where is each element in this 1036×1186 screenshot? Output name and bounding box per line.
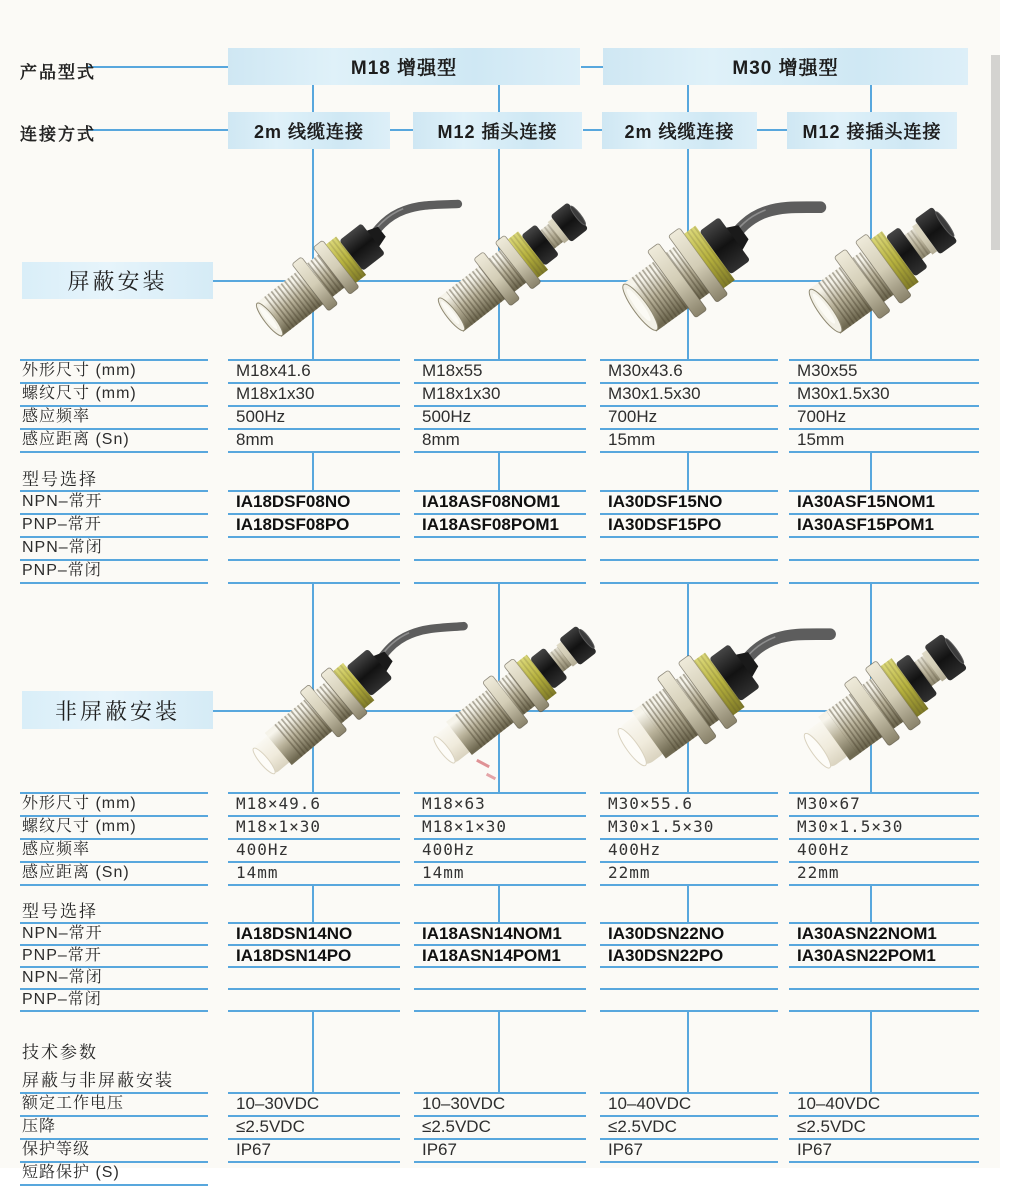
- spec-value: 400Hz: [600, 840, 778, 863]
- model-number: [789, 561, 979, 584]
- spec-col-m30-cable: [600, 792, 778, 886]
- spec-value: M18×1×30: [414, 817, 586, 840]
- spec-value: 700Hz: [789, 407, 979, 430]
- column-connector-line: [870, 582, 872, 793]
- tech-value: ≤2.5VDC: [600, 1117, 778, 1140]
- tech-row-label: 压降: [20, 1117, 208, 1140]
- connector-line: [757, 129, 787, 131]
- column-connector-line: [312, 85, 314, 113]
- connection-type-label: 连接方式: [20, 125, 96, 144]
- model-number: IA18ASN14NOM1: [414, 924, 586, 946]
- spec-label: 感应距离 (Sn): [20, 430, 208, 453]
- model-col-m18-plug: [414, 922, 586, 1012]
- spec-value: M30×55.6: [600, 794, 778, 817]
- column-connector-line: [687, 1010, 689, 1094]
- spec-value: 700Hz: [600, 407, 778, 430]
- spec-value: 8mm: [228, 430, 400, 453]
- model-number: IA18DSF08PO: [228, 515, 400, 538]
- spec-col-m30-plug: [789, 359, 979, 453]
- tech-params-subtitle: 屏蔽与非屏蔽安装: [22, 1071, 174, 1090]
- section-title-shielded: 屏蔽安装: [22, 262, 213, 299]
- model-select-title-shielded: 型号选择: [22, 470, 98, 489]
- spec-col-m30-plug: [789, 792, 979, 886]
- spec-value: M30x1.5x30: [789, 384, 979, 407]
- connection-box-2: M12 插头连接: [413, 112, 582, 149]
- tech-row-label: 保护等级: [20, 1140, 208, 1163]
- column-connector-line: [498, 451, 500, 492]
- column-connector-line: [312, 1010, 314, 1094]
- model-number: [414, 968, 586, 990]
- model-row-label: NPN–常开: [20, 924, 208, 946]
- tech-col-m18-plug: [414, 1092, 586, 1163]
- model-row-label: PNP–常开: [20, 946, 208, 968]
- model-col-m30-cable: [600, 490, 778, 584]
- spec-value: 400Hz: [789, 840, 979, 863]
- connection-box-1: 2m 线缆连接: [228, 112, 390, 149]
- tech-value: ≤2.5VDC: [414, 1117, 586, 1140]
- model-number: [600, 968, 778, 990]
- column-connector-line: [312, 884, 314, 924]
- sensor-photo-m30-cable-shielded: [574, 170, 854, 380]
- spec-value: 500Hz: [414, 407, 586, 430]
- spec-label: 感应距离 (Sn): [20, 863, 208, 886]
- model-number: [789, 968, 979, 990]
- spec-value: M18x55: [414, 361, 586, 384]
- model-number: [789, 990, 979, 1012]
- spec-value: M30x55: [789, 361, 979, 384]
- column-connector-line: [687, 149, 689, 360]
- spec-value: 22mm: [789, 863, 979, 886]
- spec-value: 8mm: [414, 430, 586, 453]
- model-row-label: PNP–常闭: [20, 561, 208, 584]
- tech-value: 10–40VDC: [600, 1094, 778, 1117]
- spec-label: 感应频率: [20, 840, 208, 863]
- section-title-unshielded: 非屏蔽安装: [22, 691, 213, 729]
- model-col-m30-cable: [600, 922, 778, 1012]
- spec-value: 14mm: [414, 863, 586, 886]
- connection-box-4: M12 接插头连接: [787, 112, 957, 149]
- tech-row-label: 额定工作电压: [20, 1094, 208, 1117]
- model-number: [228, 968, 400, 990]
- model-labels-col: [20, 922, 208, 1012]
- spec-value: M30×1.5×30: [789, 817, 979, 840]
- sensor-photo-m18-plug-unshielded: [386, 602, 666, 812]
- spec-labels-col: [20, 792, 208, 886]
- model-number: [600, 990, 778, 1012]
- sensor-photo-m30-plug-unshielded: [756, 610, 1036, 820]
- spec-col-m18-plug: [414, 359, 586, 453]
- spec-value: 500Hz: [228, 407, 400, 430]
- column-connector-line: [498, 85, 500, 113]
- model-row-label: PNP–常开: [20, 515, 208, 538]
- tech-col-m18-cable: [228, 1092, 400, 1163]
- column-connector-line: [498, 884, 500, 924]
- tech-value: IP67: [789, 1140, 979, 1163]
- spec-label: 感应频率: [20, 407, 208, 430]
- column-connector-line: [687, 85, 689, 113]
- model-number: IA18ASN14POM1: [414, 946, 586, 968]
- tech-value: IP67: [600, 1140, 778, 1163]
- column-connector-line: [312, 149, 314, 360]
- model-number: [600, 561, 778, 584]
- spec-labels-col: [20, 359, 208, 453]
- model-number: [414, 561, 586, 584]
- model-number: [789, 538, 979, 561]
- column-connector-line: [870, 884, 872, 924]
- spec-col-m30-cable: [600, 359, 778, 453]
- tech-row-label: 短路保护 (S): [20, 1163, 208, 1186]
- column-connector-line: [870, 451, 872, 492]
- column-connector-line: [498, 582, 500, 793]
- model-number: [228, 990, 400, 1012]
- column-connector-line: [870, 1010, 872, 1094]
- spec-value: 400Hz: [228, 840, 400, 863]
- model-number: IA18DSF08NO: [228, 492, 400, 515]
- connection-box-3: 2m 线缆连接: [602, 112, 757, 149]
- tech-value: ≤2.5VDC: [789, 1117, 979, 1140]
- model-number: IA30DSN22NO: [600, 924, 778, 946]
- spec-label: 螺纹尺寸 (mm): [20, 384, 208, 407]
- spec-value: M30×67: [789, 794, 979, 817]
- model-row-label: NPN–常开: [20, 492, 208, 515]
- spec-col-m18-cable: [228, 792, 400, 886]
- model-number: [414, 538, 586, 561]
- scan-mark: [476, 759, 490, 768]
- model-col-m18-cable: [228, 490, 400, 584]
- model-number: IA30ASN22POM1: [789, 946, 979, 968]
- tech-value: ≤2.5VDC: [228, 1117, 400, 1140]
- connector-line: [583, 129, 602, 131]
- column-connector-line: [498, 149, 500, 360]
- spec-col-m18-cable: [228, 359, 400, 453]
- column-connector-line: [687, 884, 689, 924]
- model-number: [228, 561, 400, 584]
- tech-value: IP67: [228, 1140, 400, 1163]
- column-connector-line: [687, 582, 689, 793]
- model-number: IA30DSF15PO: [600, 515, 778, 538]
- tech-labels-col: [20, 1092, 208, 1186]
- column-connector-line: [498, 1010, 500, 1094]
- model-col-m18-plug: [414, 490, 586, 584]
- column-connector-line: [312, 451, 314, 492]
- model-number: [228, 538, 400, 561]
- column-connector-line: [870, 85, 872, 113]
- spec-value: M18×1×30: [228, 817, 400, 840]
- tech-value: 10–30VDC: [414, 1094, 586, 1117]
- tech-value: 10–40VDC: [789, 1094, 979, 1117]
- model-number: [600, 538, 778, 561]
- series-box-m30: M30 增强型: [603, 48, 968, 85]
- spec-value: 15mm: [600, 430, 778, 453]
- model-number: IA30DSF15NO: [600, 492, 778, 515]
- tech-value: 10–30VDC: [228, 1094, 400, 1117]
- spec-label: 外形尺寸 (mm): [20, 794, 208, 817]
- spec-value: M30x1.5x30: [600, 384, 778, 407]
- product-type-label: 产品型式: [20, 63, 96, 82]
- spec-value: M30×1.5×30: [600, 817, 778, 840]
- model-number: [414, 990, 586, 1012]
- model-select-title-unshielded: 型号选择: [22, 902, 98, 921]
- sensor-photo-m18-plug-shielded: [386, 172, 666, 382]
- sensor-photo-m30-cable-unshielded: [574, 604, 854, 814]
- model-col-m18-cable: [228, 922, 400, 1012]
- sensor-photo-m18-cable-unshielded: [208, 608, 488, 818]
- column-connector-line: [870, 149, 872, 360]
- spec-label: 外形尺寸 (mm): [20, 361, 208, 384]
- spec-label: 螺纹尺寸 (mm): [20, 817, 208, 840]
- model-number: IA18DSN14PO: [228, 946, 400, 968]
- sensor-photo-m18-cable-shielded: [208, 174, 488, 384]
- model-number: IA30DSN22PO: [600, 946, 778, 968]
- scan-mark: [486, 773, 496, 780]
- model-row-label: PNP–常闭: [20, 990, 208, 1012]
- connector-line: [88, 66, 228, 68]
- connector-line: [88, 129, 228, 131]
- spec-value: M18×49.6: [228, 794, 400, 817]
- connector-line: [390, 129, 414, 131]
- scan-smudge: [991, 55, 1000, 250]
- model-number: IA18ASF08POM1: [414, 515, 586, 538]
- column-connector-line: [687, 451, 689, 492]
- model-number: IA18DSN14NO: [228, 924, 400, 946]
- model-number: IA30ASN22NOM1: [789, 924, 979, 946]
- spec-value: M18x41.6: [228, 361, 400, 384]
- model-labels-col: [20, 490, 208, 584]
- series-box-m18: M18 增强型: [228, 48, 580, 85]
- column-connector-line: [312, 582, 314, 793]
- spec-value: 400Hz: [414, 840, 586, 863]
- model-number: IA30ASF15POM1: [789, 515, 979, 538]
- tech-col-m30-plug: [789, 1092, 979, 1163]
- model-row-label: NPN–常闭: [20, 968, 208, 990]
- model-number: IA18ASF08NOM1: [414, 492, 586, 515]
- model-col-m30-plug: [789, 490, 979, 584]
- spec-col-m18-plug: [414, 792, 586, 886]
- model-row-label: NPN–常闭: [20, 538, 208, 561]
- spec-value: 15mm: [789, 430, 979, 453]
- spec-value: M18x1x30: [414, 384, 586, 407]
- tech-value: IP67: [414, 1140, 586, 1163]
- spec-value: M30x43.6: [600, 361, 778, 384]
- tech-col-m30-cable: [600, 1092, 778, 1163]
- model-col-m30-plug: [789, 922, 979, 1012]
- spec-value: 14mm: [228, 863, 400, 886]
- spec-value: M18x1x30: [228, 384, 400, 407]
- spec-value: M18×63: [414, 794, 586, 817]
- spec-value: 22mm: [600, 863, 778, 886]
- tech-params-title: 技术参数: [22, 1043, 98, 1062]
- connector-line: [581, 66, 603, 68]
- model-number: IA30ASF15NOM1: [789, 492, 979, 515]
